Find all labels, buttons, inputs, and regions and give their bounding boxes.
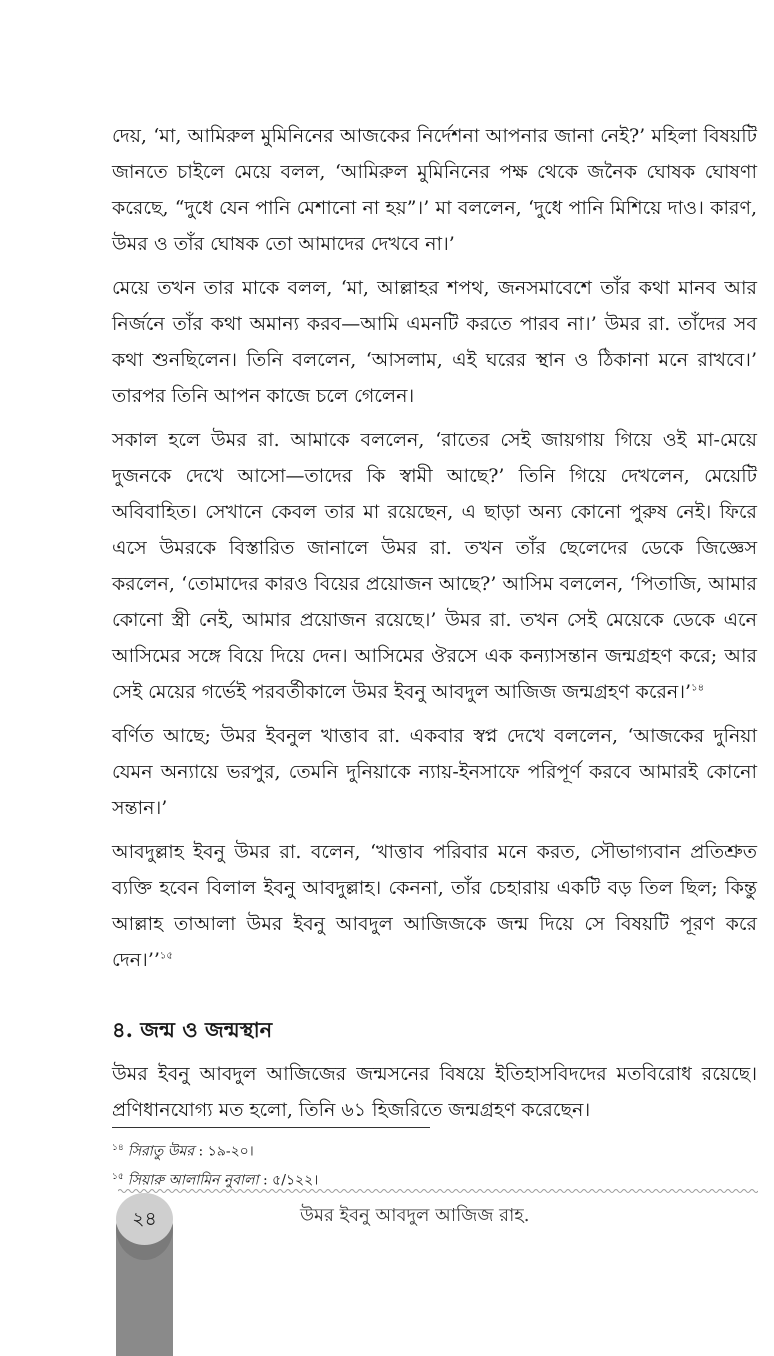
paragraph-1: দেয়, ‘মা, আমিরুল মুমিনিনের আজকের নির্দেশনা আপনার জানা নেই?’ মহিলা বিষয়টি জানতে চাইলে মেয়ে বলল, ‘আমিরুল মুমিনিনের পক্ষ থেকে জনৈক ঘোষক ঘোষণা করেছে, “দুধে যেন পানি মেশানো না হয়”।’ মা বললেন, ‘দুধে পানি মিশিয়ে দাও। কারণ, উমর ও তাঁর ঘোষক তো আমাদের দেখবে না।’ — [112, 125, 757, 255]
footnote-marker: ১৪ — [112, 1143, 124, 1153]
running-title: উমর ইবনু আবদুল আজিজ রাহ. — [300, 1205, 530, 1226]
footnote-ref-14: ১৪ — [691, 682, 705, 694]
paragraph-4: বর্ণিত আছে; উমর ইবনুল খাত্তাব রা. একবার স্বপ্ন দেখে বললেন, ‘আজকের দুনিয়া যেমন অন্যায়ে ভরপুর, তেমনি দুনিয়াকে ন্যায়-ইনসাফে পরিপূর্ণ করবে আমারই কোনো সন্তান।’ — [112, 725, 757, 819]
page-body — [112, 118, 757, 1136]
paragraph-3 — [112, 422, 757, 710]
footnote-ref: : ১৯-২০। — [194, 1143, 254, 1160]
paragraph-5-text: আবদুল্লাহ ইবনু উমর রা. বলেন, ‘খাত্তাব পরিবার মনে করত, সৌভাগ্যবান প্রতিশ্রুত ব্যক্তি হবেন বিলাল ইবনু আবদুল্লাহ। কেননা, তাঁর চেহারায় একটি বড় তিল ছিল; কিন্তু আল্লাহ তাআলা উমর ইবনু আবদুল আজিজকে জন্ম দিয়ে সে বিষয়টি পূরণ করে দেন।’’ — [112, 841, 757, 971]
footnotes — [112, 1136, 757, 1193]
footnote-divider — [112, 1127, 430, 1128]
section-heading: ৪. জন্ম ও জন্মস্থান — [112, 1017, 273, 1042]
footnote-source: সিরাতু উমর — [127, 1143, 195, 1160]
footer-wavy-divider — [118, 1187, 758, 1195]
paragraph-2: মেয়ে তখন তার মাকে বলল, ‘মা, আল্লাহর শপথ, জনসমাবেশে তাঁর কথা মানব আর নির্জনে তাঁর কথা অমান্য করব—আমি এমনটি করতে পারব না।’ উমর রা. তাঁদের সব কথা শুনছিলেন। তিনি বললেন, ‘আসলাম, এই ঘরের স্থান ও ঠিকানা মনে রাখবে।’ তারপর তিনি আপন কাজে চলে গেলেন। — [112, 277, 757, 407]
footnote-ref-15: ১৫ — [159, 950, 173, 962]
paragraph-5 — [112, 834, 757, 978]
footnote-ref: : ৫/১২২। — [258, 1172, 319, 1189]
page-number: ২৪ — [116, 1193, 173, 1245]
paragraph-3-text: সকাল হলে উমর রা. আমাকে বললেন, ‘রাতের সেই জায়গায় গিয়ে ওই মা-মেয়ে দুজনকে দেখে আসো—তাদের কি স্বামী আছে?’ তিনি গিয়ে দেখলেন, মেয়েটি অবিবাহিত। সেখানে কেবল তার মা রয়েছেন, এ ছাড়া অন্য কোনো পুরুষ নেই। ফিরে এসে উমরকে বিস্তারিত জানালে উমর রা. তখন তাঁর ছেলেদের ডেকে জিজ্ঞেস করলেন, ‘তোমাদের কারও বিয়ের প্রয়োজন আছে?’ আসিম বললেন, ‘পিতাজি, আমার কোনো স্ত্রী নেই, আমার প্রয়োজন রয়েছে।’ উমর রা. তখন সেই মেয়েকে ডেকে এনে আসিমের সঙ্গে বিয়ে দিয়ে দেন। আসিমের ঔরসে এক কন্যাসন্তান জন্মগ্রহণ করে; আর সেই মেয়ের গর্ভেই পরবর্তীকালে উমর ইবনু আবদুল আজিজ জন্মগ্রহণ করেন।’ — [112, 429, 757, 703]
paragraph-6: উমর ইবনু আবদুল আজিজের জন্মসনের বিষয়ে ইতিহাসবিদদের মতবিরোধ রয়েছে। প্রণিধানযোগ্য মত হলো, তিনি ৬১ হিজরিতে জন্মগ্রহণ করেছেন। — [112, 1063, 757, 1121]
footnote-marker: ১৫ — [112, 1171, 124, 1182]
footnote-source: সিয়ারু আলামিন নুবালা — [127, 1172, 259, 1189]
footnote-14 — [112, 1136, 757, 1165]
